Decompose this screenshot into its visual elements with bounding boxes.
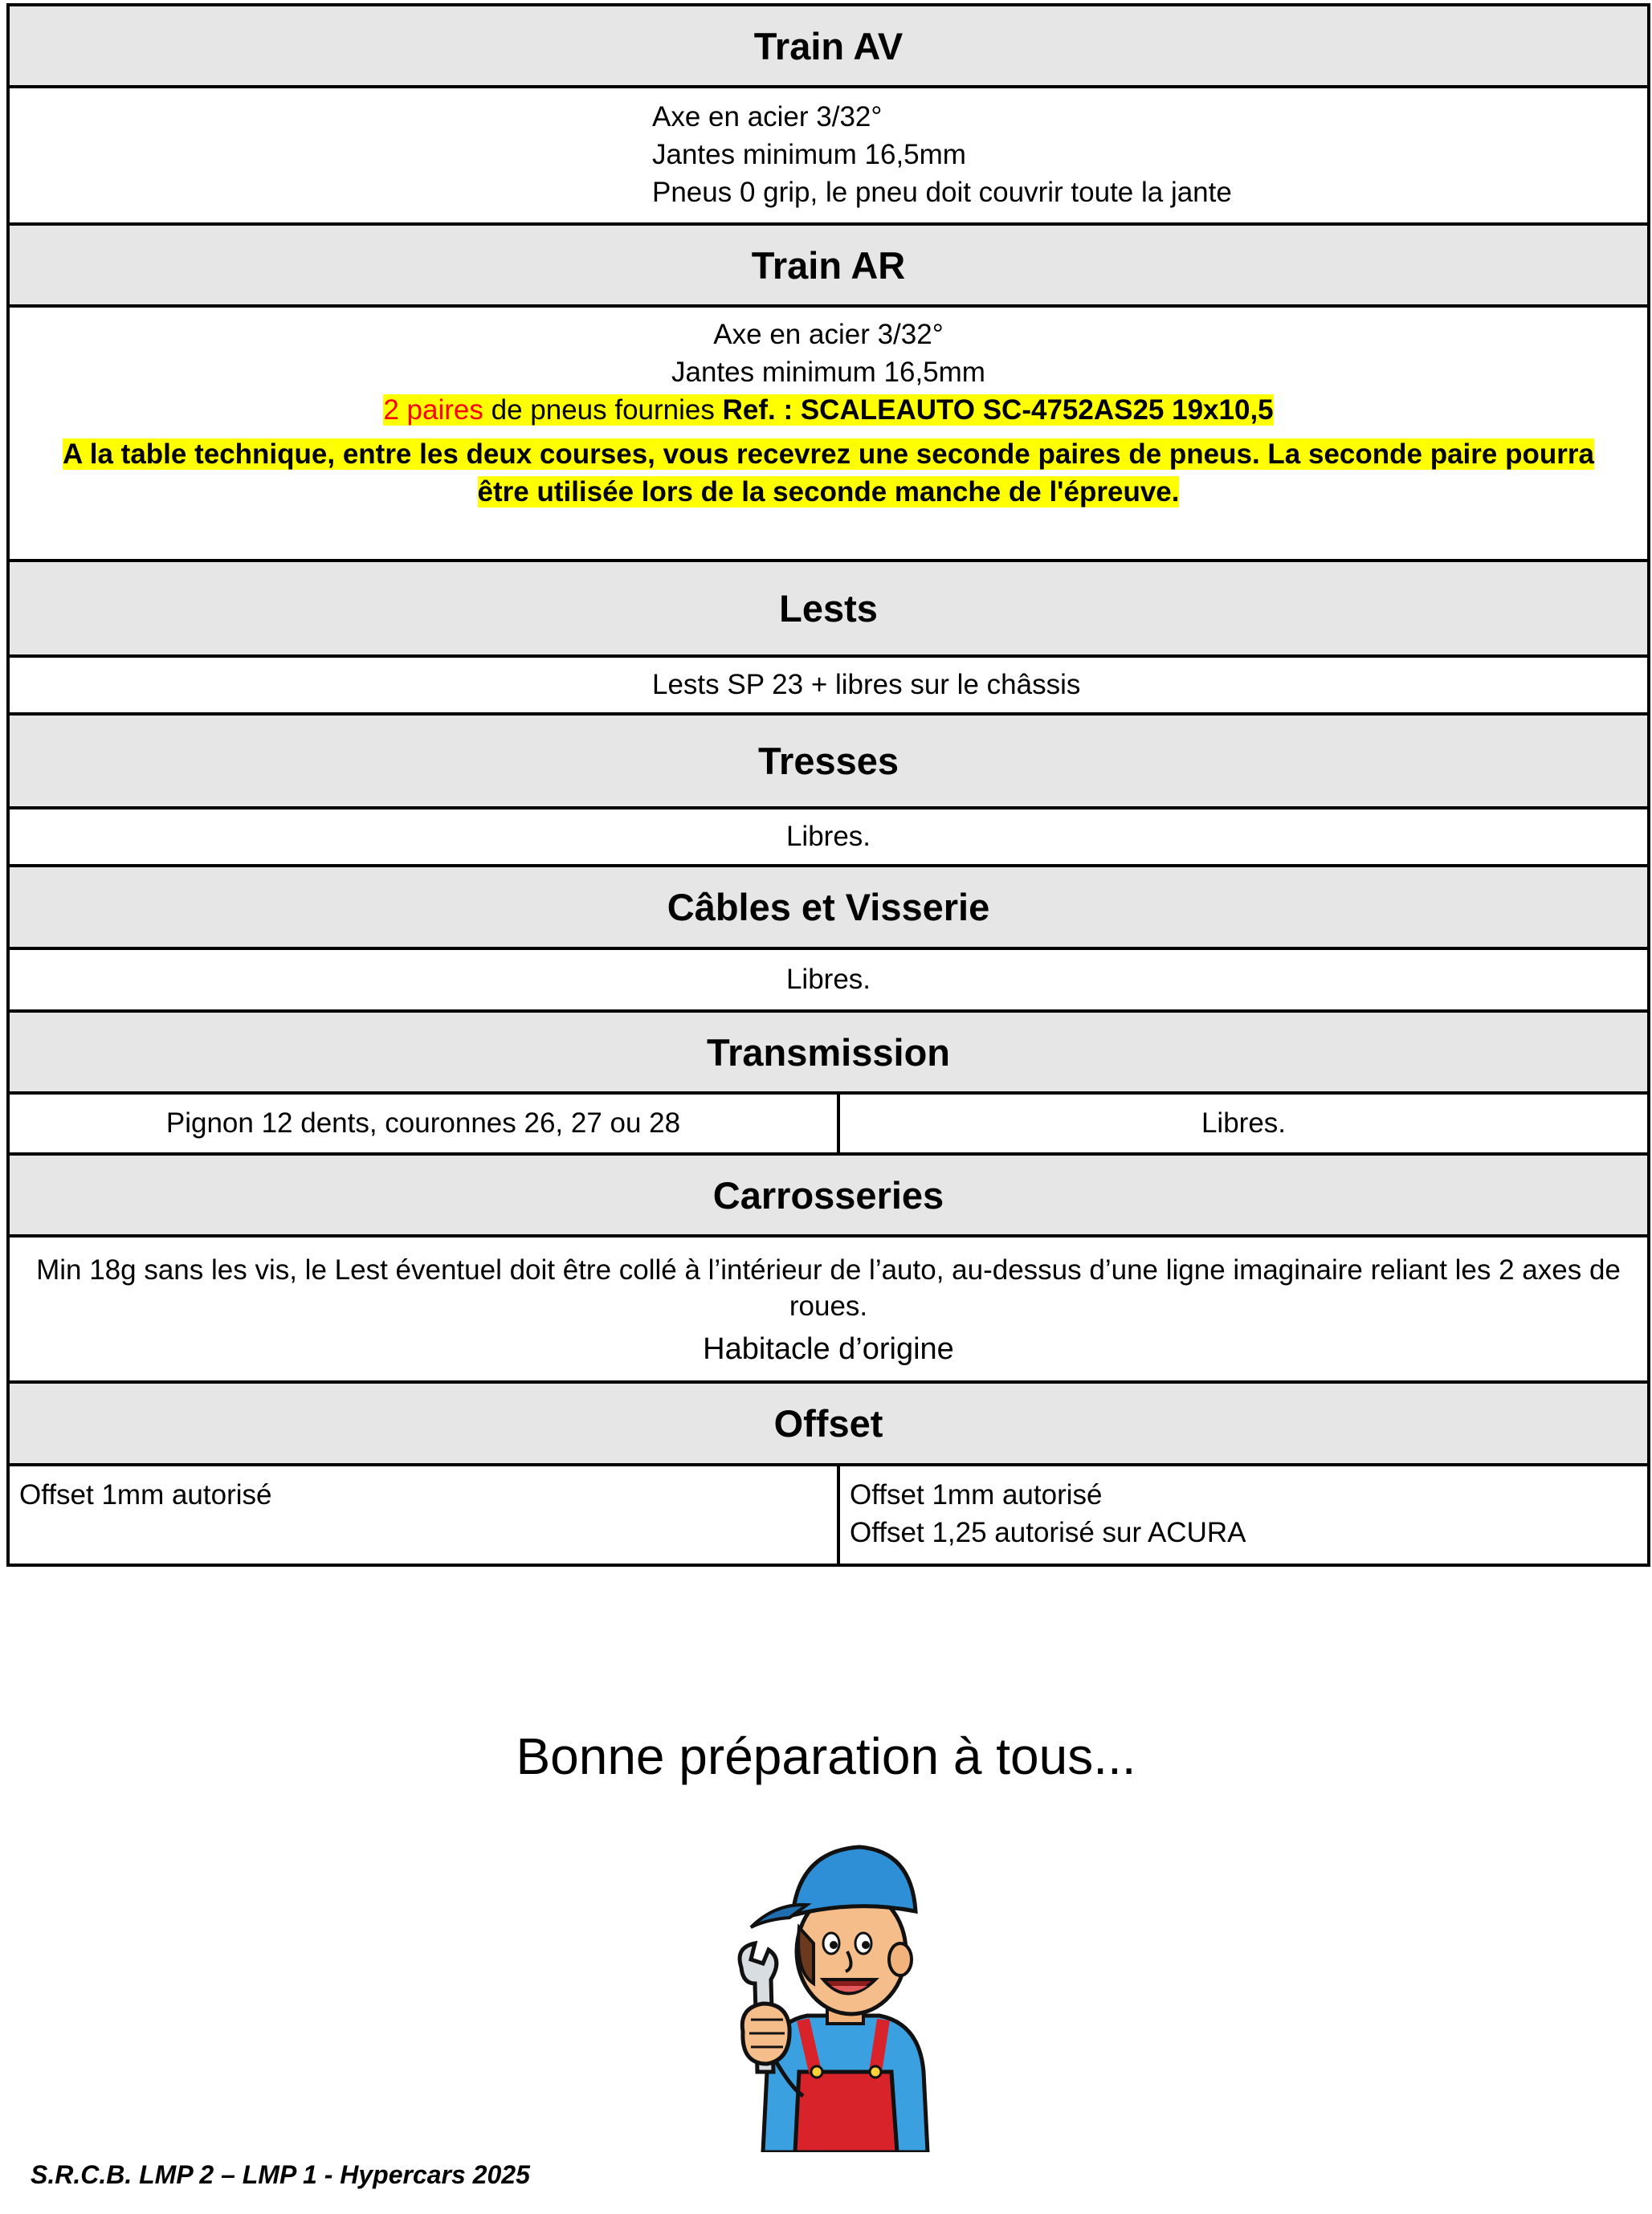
carrosseries-rules [8,1236,1649,1382]
tyres-text: de pneus fournies [483,394,723,426]
train-ar-rules [8,306,1649,561]
section-title-offset: Offset [8,1382,1649,1465]
section-title-lests: Lests [8,561,1649,656]
mechanic-with-wrench-icon [719,1831,960,2152]
train-av-line-2: Jantes minimum 16,5mm [652,139,966,170]
offset-left-text: Offset 1mm autorisé [19,1479,272,1511]
cables-text: Libres. [8,948,1649,1011]
train-ar-tyres-line [10,391,1647,429]
tresses-text: Libres. [8,808,1649,866]
section-title-tresses: Tresses [8,714,1649,808]
train-ar-notice-block [10,429,1647,511]
section-title-carrosseries: Carrosseries [8,1154,1649,1236]
train-av-line-1: Axe en acier 3/32° [652,101,883,133]
regulation-table [6,3,1650,1567]
train-ar-notice: A la table technique, entre les deux courses, vous recevrez une seconde paires de pneus. La seconde paire pourra être utilisée lors de la seconde manche de l'épreuve. [63,438,1594,508]
offset-right-line-1: Offset 1mm autorisé [850,1479,1103,1511]
transmission-left: Pignon 12 dents, couronnes 26, 27 ou 28 [8,1093,838,1154]
carrosseries-text: Min 18g sans les vis, le Lest éventuel doit être collé à l’intérieur de l’auto, au-dessus d’une ligne imaginaire reliant les 2 axes de roues. [36,1254,1621,1322]
section-title-transmission: Transmission [8,1011,1649,1093]
offset-right [838,1465,1649,1565]
tyres-reference: Ref. : SCALEAUTO SC-4752AS25 19x10,5 [722,394,1274,426]
regulation-sheet [6,3,1647,1567]
section-title-cables: Câbles et Visserie [8,866,1649,948]
offset-right-line-2: Offset 1,25 autorisé sur ACURA [850,1517,1246,1548]
transmission-right: Libres. [838,1093,1649,1154]
train-av-line-3: Pneus 0 grip, le pneu doit couvrir toute la jante [652,177,1232,208]
section-title-train-ar: Train AR [8,224,1649,306]
section-title-train-av: Train AV [8,5,1649,87]
tyres-count: 2 paires [383,394,483,426]
closing-message: Bonne préparation à tous... [516,1727,1136,1785]
document-footer: S.R.C.B. LMP 2 – LMP 1 - Hypercars 2025 [31,2160,530,2189]
train-ar-line-2: Jantes minimum 16,5mm [671,357,985,388]
lests-rules [8,656,1649,714]
train-ar-line-1: Axe en acier 3/32° [713,319,944,350]
train-av-rules [8,87,1649,224]
habitacle-text: Habitacle d’origine [703,1331,954,1366]
offset-left [8,1465,838,1565]
lests-text: Lests SP 23 + libres sur le châssis [652,669,1081,700]
